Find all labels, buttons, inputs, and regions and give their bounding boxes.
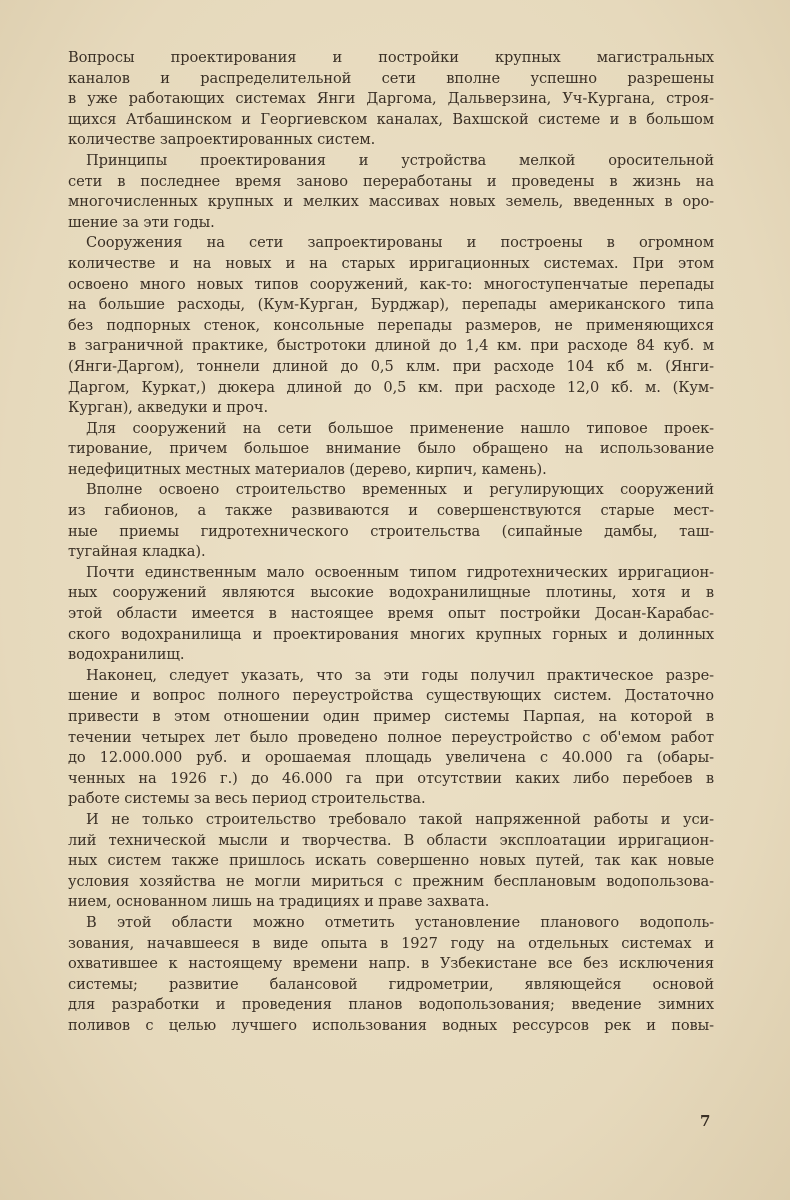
text-line: поливов с целью лучшего использования водных рессурсов рек и повы- — [68, 1016, 714, 1034]
text-line: Для сооружений на сети большое применение нашло типовое проек- — [86, 419, 714, 437]
text-line: работе системы за весь период строительства. — [68, 790, 426, 808]
text-line: Принципы проектирования и устройства мелкой оросительной — [86, 151, 714, 169]
text-line: сети в последнее время заново переработаны и проведены в жизнь на — [68, 172, 714, 190]
text-line: без подпорных стенок, консольные перепады размеров, не применяющихся — [68, 316, 714, 334]
text-line: из габионов, а также развиваются и совершенствуются старые мест- — [68, 502, 714, 520]
text-line: В этой области можно отметить установление планового водополь- — [86, 913, 714, 931]
text-line: водохранилищ. — [68, 646, 185, 664]
text-line: Курган), акведуки и проч. — [68, 399, 269, 417]
text-line: многочисленных крупных и мелких массивах новых земель, введенных в оро- — [68, 193, 714, 211]
text-line: Даргом, Куркат,) дюкера длиной до 0,5 км. при расходе 12,0 кб. м. (Кум- — [68, 378, 714, 396]
text-line: Вполне освоено строительство временных и регулирующих сооружений — [86, 481, 714, 499]
text-line: зования, начавшееся в виде опыта в 1927 году на отдельных системах и — [68, 934, 714, 952]
text-line: тугайная кладка). — [68, 543, 206, 561]
text-line: ных сооружений являются высокие водохранилищные плотины, хотя и в — [68, 584, 714, 602]
text-line: количестве и на новых и на старых ирригационных системах. При этом — [68, 254, 714, 272]
text-line: в заграничной практике, быстротоки длиной до 1,4 км. при расходе 84 куб. м — [68, 337, 714, 355]
body-text — [68, 48, 714, 1037]
text-line: на большие расходы, (Кум-Курган, Бурджар), перепады американского типа — [68, 296, 714, 314]
text-line: системы; развитие балансовой гидрометрии, являющейся основой — [68, 975, 714, 993]
text-line: нием, основанном лишь на традициях и праве захвата. — [68, 893, 490, 911]
text-line: для разработки и проведения планов водопользования; введение зимних — [68, 996, 714, 1014]
text-line: охватившее к настоящему времени напр. в Узбекистане все без исключения — [68, 955, 714, 973]
text-line: каналов и распределительной сети вполне успешно разрешены — [68, 69, 714, 87]
text-line: условия хозяйства не могли мириться с прежним бесплановым водопользова- — [68, 872, 714, 890]
text-line: ные приемы гидротехнического строительства (сипайные дамбы, таш- — [68, 522, 714, 540]
text-line: Наконец, следует указать, что за эти годы получил практическое разре- — [86, 666, 714, 684]
text-line: шение и вопрос полного переустройства существующих систем. Достаточно — [68, 687, 714, 705]
text-line: Вопросы проектирования и постройки крупных магистральных — [68, 49, 714, 66]
text-line: в уже работающих системах Янги Даргома, Дальверзина, Уч-Кургана, строя- — [68, 90, 714, 108]
text-line: (Янги-Даргом), тоннели длиной до 0,5 клм. при расходе 104 кб м. (Янги- — [68, 357, 714, 375]
text-line: ского водохранилища и проектирования многих крупных горных и долинных — [68, 625, 714, 643]
text-line: Почти единственным мало освоенным типом гидротехнических ирригацион- — [86, 563, 714, 581]
text-line: течении четырех лет было проведено полное переустройство с об'емом работ — [68, 728, 714, 746]
text-line: количестве запроектированных систем. — [68, 131, 376, 149]
text-line: Сооружения на сети запроектированы и построены в огромном — [86, 234, 714, 252]
text-line: привести в этом отношении один пример системы Парпая, на которой в — [68, 708, 714, 725]
text-line: этой области имеется в настоящее время опыт постройки Досан-Карабас- — [68, 605, 714, 623]
text-line: ных систем также пришлось искать совершенно новых путей, так как новые — [68, 852, 714, 870]
page-number: 7 — [700, 1112, 711, 1130]
text-line: тирование, причем большое внимание было обращено на использование — [68, 440, 714, 458]
text-line: И не только строительство требовало такой напряженной работы и уси- — [86, 810, 714, 828]
text-line: до 12.000.000 руб. и орошаемая площадь увеличена с 40.000 га (обары- — [68, 749, 714, 767]
text-line: лий технической мысли и творчества. В области эксплоатации ирригацион- — [68, 831, 714, 849]
text-line: щихся Атбашинском и Георгиевском каналах, Вахшской системе и в большом — [68, 110, 714, 128]
text-line: освоено много новых типов сооружений, как-то: многоступенчатые перепады — [68, 275, 714, 293]
text-line: шение за эти годы. — [68, 213, 215, 231]
text-line: ченных на 1926 г.) до 46.000 га при отсутствии каких либо перебоев в — [68, 769, 714, 787]
text-line: недефицитных местных материалов (дерево, кирпич, камень). — [68, 460, 547, 478]
